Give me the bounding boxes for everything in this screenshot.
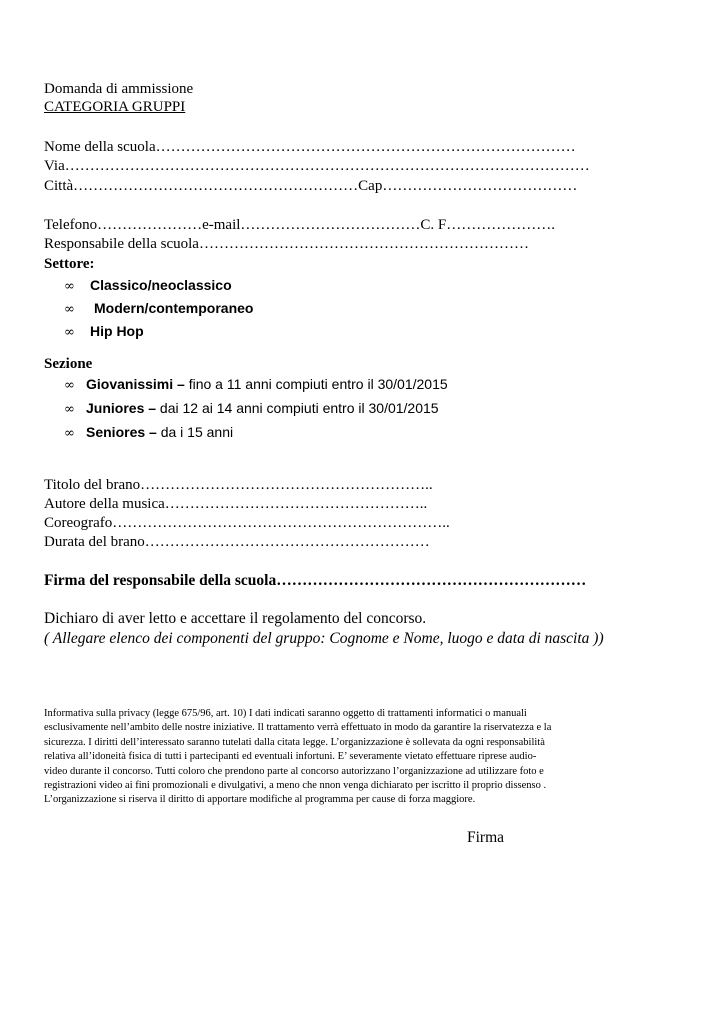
section-heading: Sezione	[44, 356, 93, 372]
privacy-line: esclusivamente nell’ambito delle nostre iniziative. Il trattamento verrà effettuato in modo da garantire la riservatezza e la	[44, 722, 552, 734]
sector-option	[64, 299, 253, 319]
duration-field: Durata del brano…………………………………………………	[44, 534, 430, 550]
attachment-note: ( Allegare elenco dei componenti del gruppo: Cognome e Nome, luogo e data di nascita ))	[44, 630, 604, 647]
section-option-name: Seniores –	[86, 424, 157, 440]
city-cap-field: Città…………………………………………………Cap…………………………………	[44, 178, 578, 194]
phone-email-cf-field: Telefono…………………e-mail………………………………C. F………………….	[44, 217, 556, 233]
privacy-line: relativa all’idoneità fisica di tutti i partecipanti ed eventuali infortuni. E’ severamente vietato effettuare riprese audio-	[44, 751, 537, 763]
choreographer-field: Coreografo…………………………………………………………..	[44, 515, 450, 531]
piece-title-field: Titolo del brano…………………………………………………..	[44, 477, 433, 493]
firma-label: Firma	[467, 829, 505, 846]
privacy-line: Informativa sulla privacy (legge 675/96, art. 10) I dati indicati saranno oggetto di trattamenti informatici o manuali	[44, 708, 527, 719]
section-option-desc: fino a 11 anni compiuti entro il 30/01/2015	[184, 376, 448, 392]
infinity-bullet-icon: ∞	[64, 378, 75, 393]
privacy-line: video durante il concorso. Tutti coloro che prendono parte al concorso autorizzano l’organizzazione ad utilizzare foto e	[44, 765, 544, 777]
privacy-notice	[44, 707, 684, 808]
section-option	[64, 423, 233, 443]
privacy-line: registrazioni video ai fini promozionali e divulgativi, a meno che nnon venga dichiarato per iscritto il proprio dissenso .	[44, 780, 547, 792]
school-name-field: Nome della scuola…………………………………………………………………………	[44, 139, 576, 155]
manager-signature-line: Firma del responsabile della scuola……………………………………………………	[44, 572, 587, 589]
music-author-field: Autore della musica……………………………………………..	[44, 496, 428, 512]
infinity-bullet-icon: ∞	[64, 302, 75, 317]
section-option-name: Juniores –	[86, 400, 157, 416]
privacy-line: L’organizzazione si riserva il diritto di apportare modifiche al programma per cause di forza maggiore.	[44, 794, 476, 806]
section-option-desc: dai 12 ai 14 anni compiuti entro il 30/01/2015	[156, 400, 439, 416]
sector-option-label: Modern/contemporaneo	[94, 300, 254, 316]
category-heading: CATEGORIA GRUPPI	[44, 99, 186, 115]
section-option-desc: da i 15 anni	[156, 424, 234, 440]
sector-option-label: Hip Hop	[90, 323, 144, 339]
section-option	[64, 375, 448, 395]
infinity-bullet-icon: ∞	[64, 402, 75, 417]
infinity-bullet-icon: ∞	[64, 426, 75, 441]
sector-option	[64, 276, 232, 296]
declaration-text: Dichiaro di aver letto e accettare il regolamento del concorso.	[44, 610, 427, 627]
sector-heading: Settore:	[44, 256, 95, 272]
section-option-name: Giovanissimi –	[86, 376, 185, 392]
privacy-line: sicurezza. I diritti dell’interessato saranno tutelati dalla citata legge. L’organizzazione è sollevata da ogni responsabilità	[44, 736, 545, 748]
sector-option-label: Classico/neoclassico	[90, 277, 232, 293]
infinity-bullet-icon: ∞	[64, 325, 75, 340]
street-field: Via……………………………………………………………………………………………	[44, 158, 590, 174]
sector-option	[64, 322, 144, 342]
infinity-bullet-icon: ∞	[64, 279, 75, 294]
school-manager-field: Responsabile della scuola…………………………………………………………	[44, 236, 529, 252]
section-option	[64, 399, 439, 419]
form-title: Domanda di ammissione	[44, 81, 194, 97]
